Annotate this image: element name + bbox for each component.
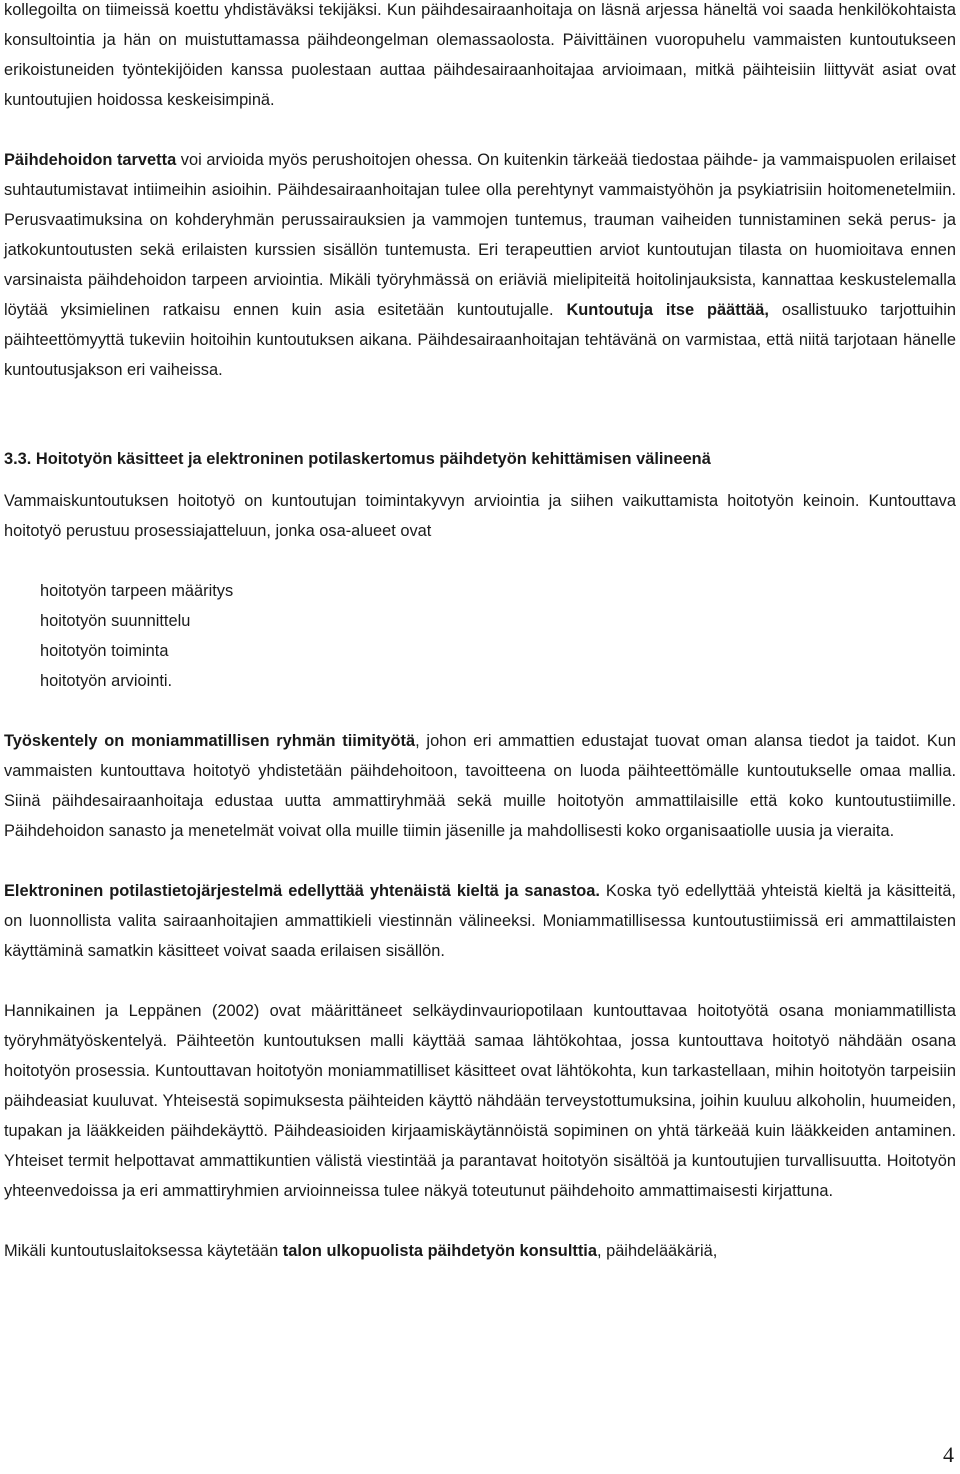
list-item: hoitotyön suunnittelu [40, 612, 191, 630]
section-heading: 3.3. Hoitotyön käsitteet ja elektroninen potilaskertomus päihdetyön kehittämisen välineenä [4, 450, 711, 468]
bold-phrase: talon ulkopuolista päihdetyön konsulttia [282, 1242, 597, 1260]
page-number: 4 [943, 1442, 954, 1467]
document-page [4, 0, 956, 1266]
paragraph-process: Vammaiskuntoutuksen hoitotyö on kuntoutujan toimintakyvyn arviointia ja siihen vaikuttamista hoitotyön keinoin. Kuntouttava hoitotyö perustuu prosessiajatteluun, jonka osa-alueet ovat [4, 492, 956, 540]
paragraph-electronic-records: Elektroninen potilastietojärjestelmä edellyttää yhtenäistä kieltä ja sanastoa. Koska työ edellyttää yhteistä kieltä ja käsitteitä, on luonnollista valita sairaanhoitajien ammattikieli viestinnän välineeksi. Moniammatillisessa kuntoutustiimissä eri ammattilaisten käyttäminä samatkin käsitteet voivat saada erilaisen sisällön. [4, 882, 956, 960]
bold-phrase: Elektroninen potilastietojärjestelmä edellyttää yhtenäistä kieltä ja sanastoa. [4, 882, 600, 900]
process-list [4, 576, 956, 696]
list-item: hoitotyön toiminta [40, 642, 169, 660]
list-item: hoitotyön tarpeen määritys [40, 582, 234, 600]
bold-phrase: Päihdehoidon tarvetta [4, 151, 177, 169]
paragraph-teamwork: Työskentely on moniammatillisen ryhmän tiimityötä, johon eri ammattien edustajat tuovat oman alansa tiedot ja taidot. Kun vammaisten kuntouttava hoitotyö yhdistetään päihdehoitoon, tavoitteena on luoda päihteettömälle kuntoutukselle omaa mallia. Siinä päihdesairaanhoitaja edustaa uutta ammattiryhmää sekä muille hoitotyön ammattilaisille että koko kuntoutustiimille. Päihdehoidon sanasto ja menetelmät voivat olla muille tiimin jäsenille ja mahdollisesti koko organisaatiolle uusia ja vieraita. [4, 732, 956, 840]
bold-phrase: Kuntoutuja itse päättää, [566, 301, 769, 319]
paragraph-assessment: Päihdehoidon tarvetta voi arvioida myös perushoitojen ohessa. On kuitenkin tärkeää tiedostaa päihde- ja vammaispuolen erilaiset suhtautumistavat intiimeihin asioihin. Päihdesairaanhoitajan tulee olla perehtynyt vammaistyöhön ja psykiatrisiin hoitomenetelmiin. Perusvaatimuksina on kohderyhmän perussairauksien ja vammojen tuntemus, trauman vaiheiden tunnistaminen sekä perus- ja jatkokuntoutusten sekä erilaisten kurssien sisällön tuntemusta. Eri terapeuttien arviot kuntoutujan tilasta on huomioitava ennen varsinaista päihdehoidon tarpeen arviointia. Mikäli työryhmässä on eriäviä mielipiteitä hoitolinjauksista, kannattaa keskustelemalla löytää yksimielinen ratkaisu ennen kuin asia esitetään kuntoutujalle. Kuntoutuja itse päättää, osallistuuko tarjottuihin päihteettömyyttä tukeviin hoitoihin kuntoutuksen aikana. Päihdesairaanhoitajan tehtävänä on varmistaa, että niitä tarjotaan hänelle kuntoutusjakson eri vaiheissa. [4, 151, 957, 379]
list-item: hoitotyön arviointi. [40, 672, 173, 690]
paragraph-intro: kollegoilta on tiimeissä koettu yhdistäväksi tekijäksi. Kun päihdesairaanhoitaja on läsnä arjessa häneltä voi saada henkilökohtaista konsultointia ja hän on muistuttamassa päihdeongelman olemassaolosta. Päivittäinen vuoropuhelu vammaisten kuntoutukseen erikoistuneiden työntekijöiden kanssa puolestaan auttaa päihdesairaanhoitajaa arvioimaan, mitkä päihteisiin liittyvät asiat ovat kuntoutujien hoidossa keskeisimpinä. [4, 1, 956, 109]
paragraph-consultant: Mikäli kuntoutuslaitoksessa käytetään talon ulkopuolista päihdetyön konsulttia, päihdelääkäriä, [4, 1242, 718, 1260]
bold-phrase: Työskentely on moniammatillisen ryhmän tiimityötä [4, 732, 416, 750]
paragraph-hannikainen: Hannikainen ja Leppänen (2002) ovat määrittäneet selkäydinvauriopotilaan kuntouttavaa hoitotyötä osana moniammatillista työryhmätyöskentelyä. Päihteetön kuntoutuksen malli käyttää samaa lähtökohtaa, jossa kuntouttava hoitotyö nähdään osana hoitotyön prosessia. Kuntouttavan hoitotyön moniammatilliset käsitteet ovat lähtökohta, kun tarkastellaan, mihin hoitotyön tarpeisiin päihdeasiat kuuluvat. Yhteisestä sopimuksesta päihteiden käyttö nähdään terveystottumuksina, joihin kuuluu alkoholin, huumeiden, tupakan ja lääkkeiden päihdekäyttö. Päihdeasioiden kirjaamiskäytännöistä sopiminen on yhtä tärkeää kuin lääkkeiden antaminen. Yhteiset termit helpottavat ammattikuntien välistä viestintää ja parantavat hoitotyön sisältöä ja kuntoutujien turvallisuutta. Hoitotyön yhteenvedoissa ja eri ammattiryhmien arvioinneissa tulee näkyä toteutunut päihdehoito ammattimaisesti kirjattuna. [4, 1002, 956, 1200]
